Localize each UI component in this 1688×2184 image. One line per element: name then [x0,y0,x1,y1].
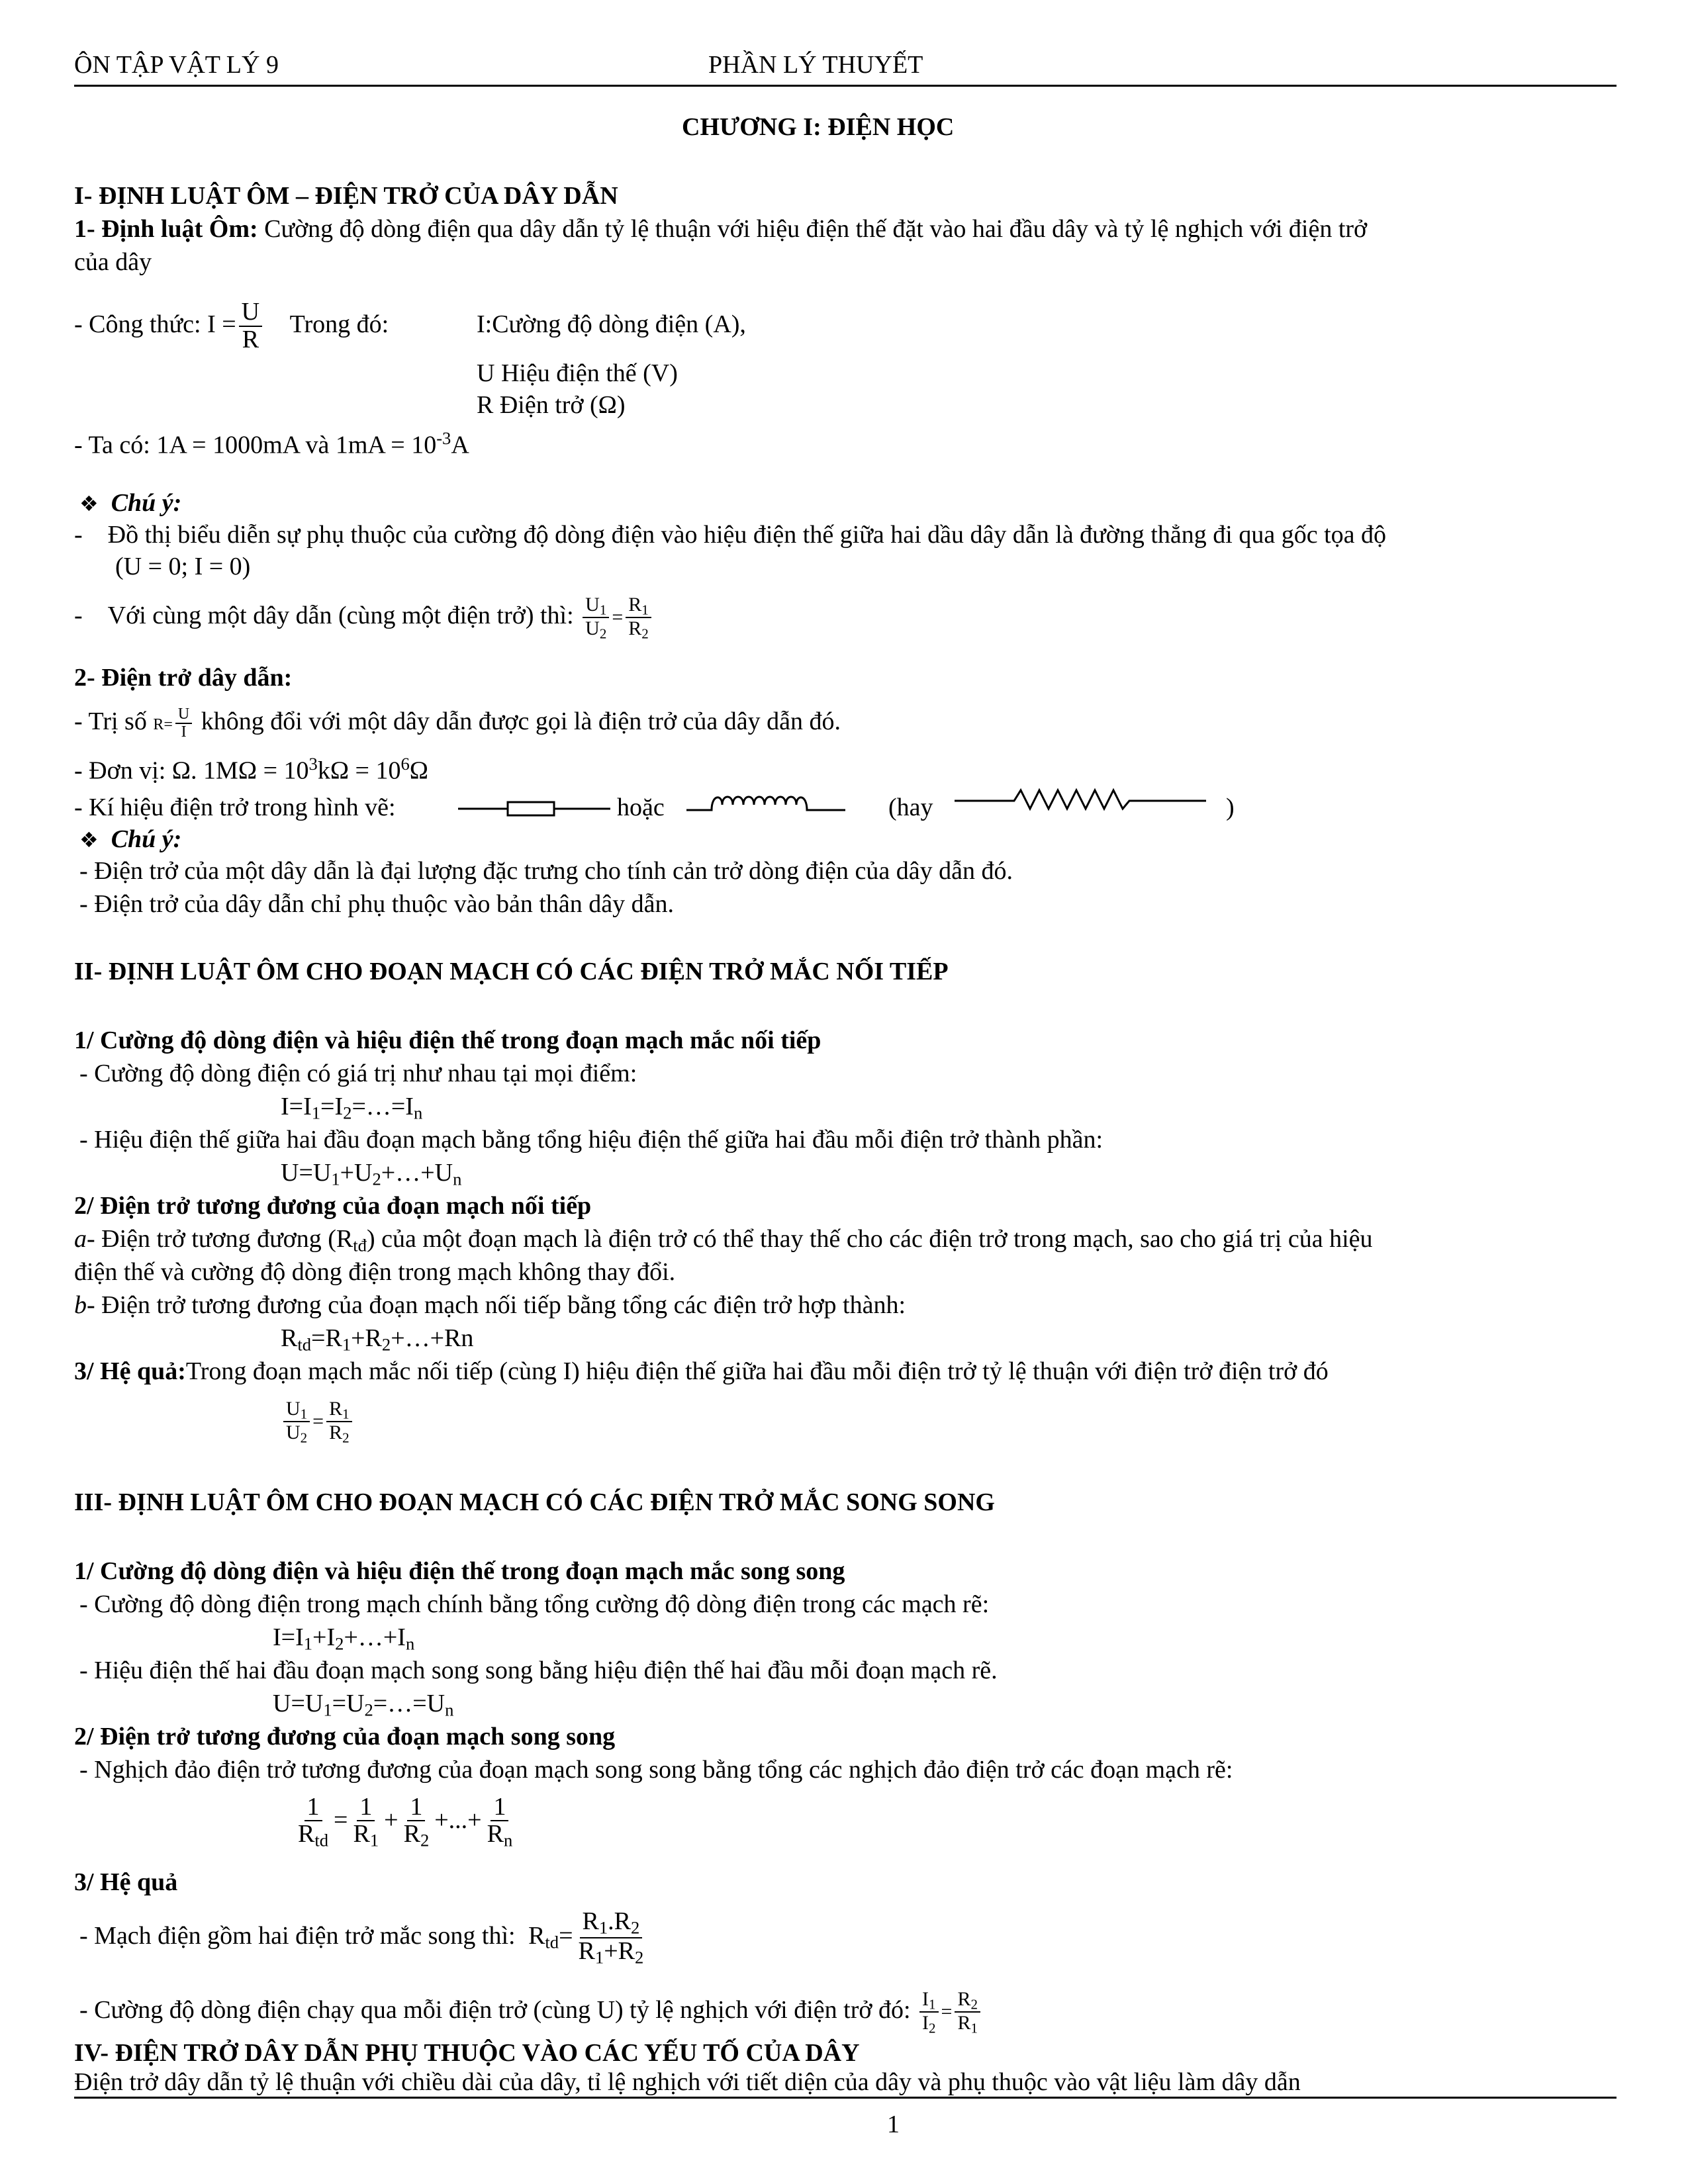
ohm-law-text-cont: của dây [74,248,152,276]
sec2-sub3-line [74,1355,1329,1387]
sec3-two-text: - Mạch điện gồm hai điện trở mắc song thì: [79,1922,516,1950]
sec3-sub1: 1/ Cường độ dòng điện và hiệu điện thế trong đoạn mạch mắc song song [74,1557,845,1585]
symbol-or: hoặc [617,794,665,821]
series-ratio-formula: $\frac{U_1}{U_2}$ = $\frac{R_1}{R_2}$ [281,1390,355,1449]
coil-resistor-icon [686,785,845,818]
ohm-law-label: 1- Định luật Ôm: [74,215,258,243]
page-header [74,48,1617,87]
note-1-line-b: (U = 0; I = 0) [115,553,251,580]
section-2-title: II- ĐỊNH LUẬT ÔM CHO ĐOẠN MẠCH CÓ CÁC ĐIỆN TRỞ MẮC NỐI TIẾP [74,958,949,985]
symbol-line [74,788,396,827]
sec3-voltage-text: - Hiệu điện thế hai đầu đoạn mạch song song bằng hiệu điện thế hai đầu mỗi đoạn mạch rẽ. [79,1657,998,1684]
unit-line [74,422,469,461]
note-2-text: Với cùng một dây dẫn (cùng một điện trở) thì: [107,602,574,629]
formula-prefix: - Công thức: [74,310,201,338]
sec2-sub3-text: Trong đoạn mạch mắc nối tiếp (cùng I) hiệu điện thế giữa hai đầu mỗi điện trở tỷ lệ thuận với điện trở điện trở đó [185,1357,1329,1385]
resistance-title: 2- Điện trở dây dẫn: [74,664,293,692]
section-4-title: IV- ĐIỆN TRỞ DÂY DẪN PHỤ THUỘC VÀO CÁC YẾU TỐ CỦA DÂY [74,2039,860,2067]
formula-num: U [239,299,262,327]
sec2-b-line [74,1289,906,1321]
note-label-1: Chú ý: [111,489,182,517]
diamond-bullet-icon: ❖ [79,491,99,516]
a-text-2: ) của một đoạn mạch là điện trở có thể thay thế cho các điện trở trong mạch, sao cho giá trị của hiệu [366,1225,1373,1253]
res-unit-mid: kΩ = 10 [317,756,401,785]
sec2-current-text: - Cường độ dòng điện có giá trị như nhau tại mọi điểm: [79,1060,637,1087]
formula-lhs: I = [207,310,236,338]
sec2-voltage-text: - Hiệu điện thế giữa hai đầu đoạn mạch bằng tổng hiệu điện thế giữa hai đầu mỗi điện trở thành phần: [79,1126,1103,1154]
series-resistance-formula: $R_{td}=R_1+R_2+\dots+Rn$ [281,1324,474,1355]
sec3-sub2: 2/ Điện trở tương đương của đoạn mạch song song [74,1723,616,1751]
ohm-law-text: Cường độ dòng điện qua dây dẫn tỷ lệ thuận với hiệu điện thế đặt vào hai đầu dây và tỷ lệ nghịch với điện trở [264,215,1368,243]
section-1-title: I- ĐỊNH LUẬT ÔM – ĐIỆN TRỞ CỦA DÂY DẪN [74,182,618,210]
res-unit-exp1: 3 [308,754,318,774]
parallel-voltage-formula: $U=U_1=U_2=\dots=U_n$ [273,1690,454,1720]
note-1-line-a: - Đồ thị biểu diễn sự phụ thuộc của cường độ dòng điện vào hiệu điện thế giữa hai dầu dây dẫn là đường thẳng đi qua gốc tọa độ [74,521,1387,549]
note-2-line: - Với cùng một dây dẫn (cùng một điện trở) thì: $\frac{U_1}{U_2}$ = $\frac{R_1}{R_2}$ [74,582,654,649]
sec2-a-cont: điện thế và cường độ dòng điện trong mạch không thay đổi. [74,1258,676,1286]
def-current: I:Cường độ dòng điện (A), [477,310,746,338]
unit-tail: A [451,431,469,459]
section-3-title: III- ĐỊNH LUẬT ÔM CHO ĐOẠN MẠCH CÓ CÁC ĐIỆN TRỞ MẮC SONG SONG [74,1488,995,1516]
where-label: Trong đó: [289,310,389,338]
ohm-law-line [74,213,1367,245]
sec3-inverse-text: - Nghịch đảo điện trở tương đương của đoạn mạch song song bằng tổng các nghịch đảo điện trở các đoạn mạch rẽ: [79,1756,1233,1784]
res-val-text: không đổi với một dây dẫn được gọi là điện trở của dây dẫn đó. [201,707,841,735]
note-heading-1 [79,487,181,520]
page-number: 1 [887,2111,900,2138]
note-1-text: Đồ thị biểu diễn sự phụ thuộc của cường độ dòng điện vào hiệu điện thế giữa hai dầu dây dẫn là đường thẳng đi qua gốc tọa độ [107,521,1387,549]
parallel-current-formula: $I=I_1+I_2+\dots+I_n$ [273,1623,415,1654]
sec2-sub2: 2/ Điện trở tương đương của đoạn mạch nối tiếp [74,1192,592,1220]
sec3-current-inverse-line: - Cường độ dòng điện chạy qua mỗi điện trở (cùng U) tỷ lệ nghịch với điện trở đó: $\frac{I_1}{I_2}$ = $\frac{R_2}{R_1}$ [79,1980,983,2040]
a-text-1: Điện trở tương đương (R [101,1225,353,1253]
b-label: b- [74,1291,95,1319]
res-unit-line [74,748,428,786]
footer-rule [74,2097,1617,2099]
def-resistance: R Điện trở (Ω) [477,391,626,419]
resistor-box-icon [458,794,610,821]
symbol-prefix: - Kí hiệu điện trở trong hình vẽ: [74,794,396,821]
resistance-value-line: - Trị số R= $\frac{U}{I}$ không đổi với một dây dẫn được gọi là điện trở của dây dẫn đó. [74,705,841,741]
res-unit-exp2: 6 [400,754,410,774]
res-val-prefix: - Trị số [74,707,147,735]
note-4: - Điện trở của dây dẫn chỉ phụ thuộc vào bản thân dây dẫn. [79,890,675,918]
header-center: PHẦN LÝ THUYẾT [708,51,923,79]
sec3-current-text: - Cường độ dòng điện trong mạch chính bằng tổng cường độ dòng điện trong các mạch rẽ: [79,1590,990,1618]
series-current-formula: $I=I_1=I_2=\dots=I_n$ [281,1093,423,1123]
note-3: - Điện trở của một dây dẫn là đại lượng đặc trưng cho tính cản trở dòng điện của dây dẫn đó. [79,857,1013,885]
chapter-title: CHƯƠNG I: ĐIỆN HỌC [682,113,955,141]
page [74,40,1617,2144]
res-unit-tail: Ω [409,756,429,785]
b-text: Điện trở tương đương của đoạn mạch nối tiếp bằng tổng các điện trở hợp thành: [101,1291,906,1319]
res-fraction: $\frac{U}{I}$ [175,706,192,741]
section-4-text: Điện trở dây dẫn tỷ lệ thuận với chiều dài của dây, tỉ lệ nghịch với tiết diện của dây và phụ thuộc vào vật liệu làm dây dẫn [74,2068,1301,2096]
sec3-sub3: 3/ Hệ quả [74,1868,178,1896]
formula-den: R [242,326,259,354]
formula-fraction [239,299,262,353]
ohm-formula-line [74,291,389,357]
sec2-sub3-label: 3/ Hệ quả: [74,1357,186,1385]
series-voltage-formula: $U=U_1+U_2+\dots+U_n$ [281,1159,462,1189]
def-voltage: U Hiệu điện thế (V) [477,359,678,387]
header-left: ÔN TẬP VẬT LÝ 9 [74,51,279,79]
symbol-close: ) [1226,794,1235,821]
note-label-2: Chú ý: [111,825,182,853]
symbol-hay: (hay [888,794,933,821]
res-unit-prefix: - Đơn vị: Ω. 1MΩ = 10 [74,756,309,785]
a-text-sub: tđ [353,1235,367,1255]
sec3-current-inverse-text: - Cường độ dòng điện chạy qua mỗi điện trở (cùng U) tỷ lệ nghịch với điện trở đó: [79,1996,911,2024]
a-label: a- [74,1225,95,1253]
note-heading-2 [79,823,181,856]
ratio-u1-u2: $\frac{U_1}{U_2}$ [583,594,609,641]
sec2-a-line [74,1223,1373,1261]
unit-text: - Ta có: 1A = 1000mA và 1mA = 10 [74,431,437,459]
parallel-resistance-formula: $\frac{1}{R_{td}}$ = $\frac{1}{R_1}$ + $\frac{1}{R_2}$ +...+ $\frac{1}{R_n}$ [298,1792,513,1851]
diamond-bullet-icon: ❖ [79,827,99,852]
ratio-r1-r2: $\frac{R_1}{R_2}$ [626,594,651,641]
sec2-sub1: 1/ Cường độ dòng điện và hiệu điện thế trong đoạn mạch mắc nối tiếp [74,1026,821,1054]
zigzag-resistor-icon [955,786,1206,813]
sec3-two-line: - Mạch điện gồm hai điện trở mắc song thì: $R_{td}=$ $\frac{R_1.R_2}{R_1+R_2}$ [79,1907,644,1968]
unit-exp: -3 [436,428,451,448]
